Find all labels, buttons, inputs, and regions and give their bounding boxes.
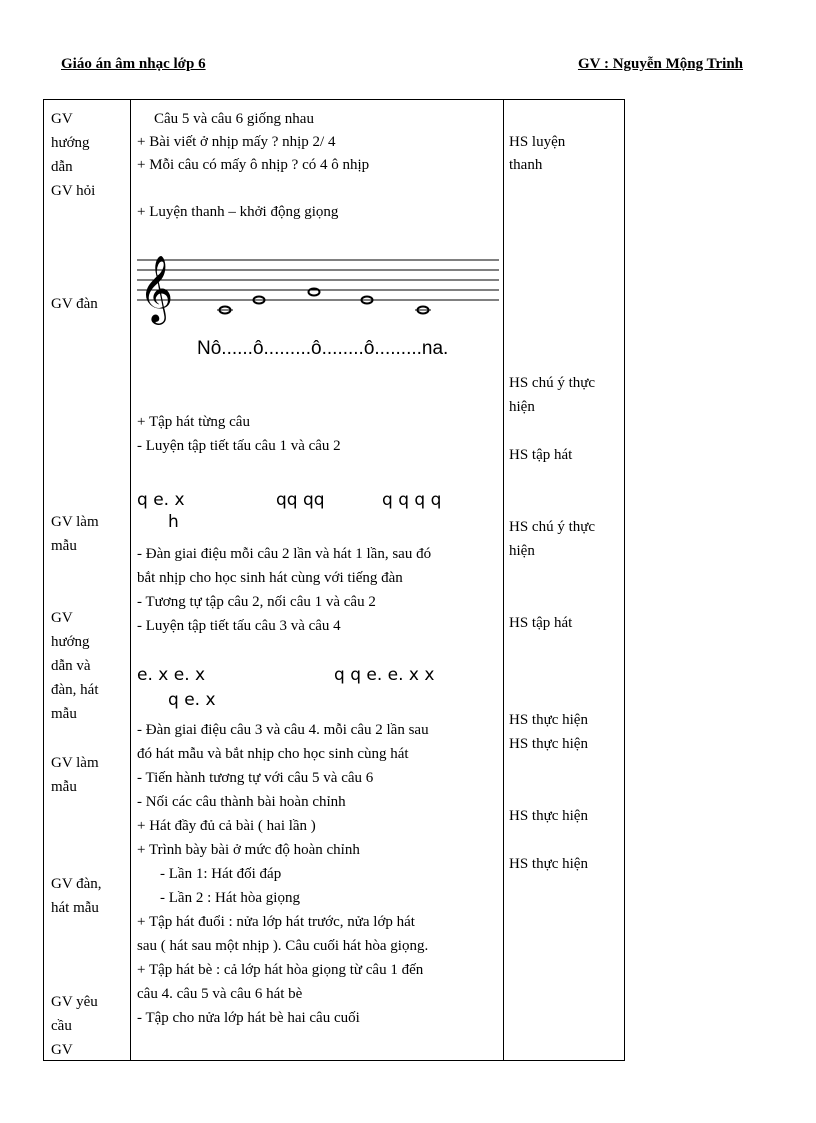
content-line: + Trình bày bài ở mức độ hoàn chỉnh [137, 842, 360, 858]
content-line: đó hát mẫu và bắt nhịp cho học sinh cùng hát [137, 746, 409, 762]
content-line: - Lần 2 : Hát hòa giọng [160, 890, 300, 906]
content-line: - Tiến hành tương tự với câu 5 và câu 6 [137, 770, 374, 786]
left-cell-line: mẫu [51, 538, 77, 554]
student-activity: hiện [509, 399, 535, 415]
student-activity: HS luyện [509, 134, 566, 150]
treble-clef-icon: 𝄞 [139, 254, 174, 322]
left-cell-line: GV đàn [51, 296, 98, 312]
content-line: + Bài viết ở nhịp mấy ? nhịp 2/ 4 [137, 134, 336, 150]
left-cell-line: dẫn [51, 159, 73, 175]
student-activity: HS thực hiện [509, 856, 588, 872]
header-left-title: Giáo án âm nhạc lớp 6 [61, 56, 206, 72]
content-line: + Luyện thanh – khởi động giọng [137, 204, 339, 220]
content-line: bắt nhịp cho học sinh hát cùng với tiếng đàn [137, 570, 403, 586]
content-line: - Đàn giai điệu câu 3 và câu 4. mỗi câu 2 lần sau [137, 722, 429, 738]
column-divider-1 [130, 100, 131, 1060]
student-activity: HS tập hát [509, 615, 573, 631]
left-cell-line: GV [51, 111, 73, 127]
vocalise-syllables: Nô......ô.........ô........ô.........na. [197, 338, 449, 359]
music-staff [137, 246, 499, 336]
rhythm-notation: qq qq [276, 490, 325, 510]
left-cell-line: GV hỏi [51, 183, 96, 199]
content-line: + Hát đầy đủ cả bài ( hai lần ) [137, 818, 316, 834]
content-line: - Luyện tập tiết tấu câu 3 và câu 4 [137, 618, 341, 634]
content-line: câu 4. câu 5 và câu 6 hát bè [137, 986, 303, 1002]
student-activity: HS chú ý thực [509, 519, 596, 535]
left-cell-line: hướng [51, 634, 90, 650]
content-line: + Tập hát từng câu [137, 414, 250, 430]
left-cell-line: GV yêu [51, 994, 98, 1010]
left-cell-line: GV làm [51, 514, 99, 530]
content-line: + Mỗi câu có mấy ô nhịp ? có 4 ô nhịp [137, 157, 370, 173]
left-cell-line: hướng [51, 135, 90, 151]
left-cell-line: cầu [51, 1018, 72, 1034]
content-line: + Tập hát bè : cả lớp hát hòa giọng từ câu 1 đến [137, 962, 424, 978]
student-activity: hiện [509, 543, 535, 559]
left-cell-line: mẫu [51, 779, 77, 795]
content-line: - Tập cho nửa lớp hát bè hai câu cuối [137, 1010, 360, 1026]
content-line: - Tương tự tập câu 2, nối câu 1 và câu 2 [137, 594, 376, 610]
content-line: sau ( hát sau một nhịp ). Câu cuối hát hòa giọng. [137, 938, 429, 954]
left-cell-line: GV [51, 610, 73, 626]
rhythm-notation: q q e. e. x x [334, 665, 435, 685]
content-line: - Nối các câu thành bài hoàn chỉnh [137, 794, 346, 810]
rhythm-notation: h [168, 512, 179, 532]
student-activity: HS tập hát [509, 447, 573, 463]
left-cell-line: mẫu [51, 706, 77, 722]
header-teacher-name: GV : Nguyễn Mộng Trinh [577, 56, 743, 72]
content-line: - Luyện tập tiết tấu câu 1 và câu 2 [137, 438, 341, 454]
content-line: - Lần 1: Hát đối đáp [160, 866, 282, 882]
content-line: Câu 5 và câu 6 giống nhau [154, 111, 314, 127]
student-activity: HS chú ý thực [509, 375, 596, 391]
left-cell-line: GV đàn, [51, 876, 102, 892]
student-activity: HS thực hiện [509, 736, 588, 752]
rhythm-notation: q q q q [382, 490, 442, 510]
left-cell-line: dẫn và [51, 658, 91, 674]
left-cell-line: hát mẫu [51, 900, 99, 916]
rhythm-notation: q e. x [137, 490, 185, 510]
rhythm-notation: q e. x [168, 690, 216, 710]
left-cell-line: GV làm [51, 755, 99, 771]
left-cell-line: đàn, hát [51, 682, 99, 698]
left-cell-line: GV [51, 1042, 73, 1058]
student-activity: HS thực hiện [509, 808, 588, 824]
column-divider-2 [503, 100, 504, 1060]
content-line: - Đàn giai điệu mỗi câu 2 lần và hát 1 lần, sau đó [137, 546, 432, 562]
content-line: + Tập hát đuổi : nửa lớp hát trước, nửa lớp hát [137, 914, 415, 930]
rhythm-notation: e. x e. x [137, 665, 206, 685]
student-activity: thanh [509, 157, 543, 173]
student-activity: HS thực hiện [509, 712, 588, 728]
